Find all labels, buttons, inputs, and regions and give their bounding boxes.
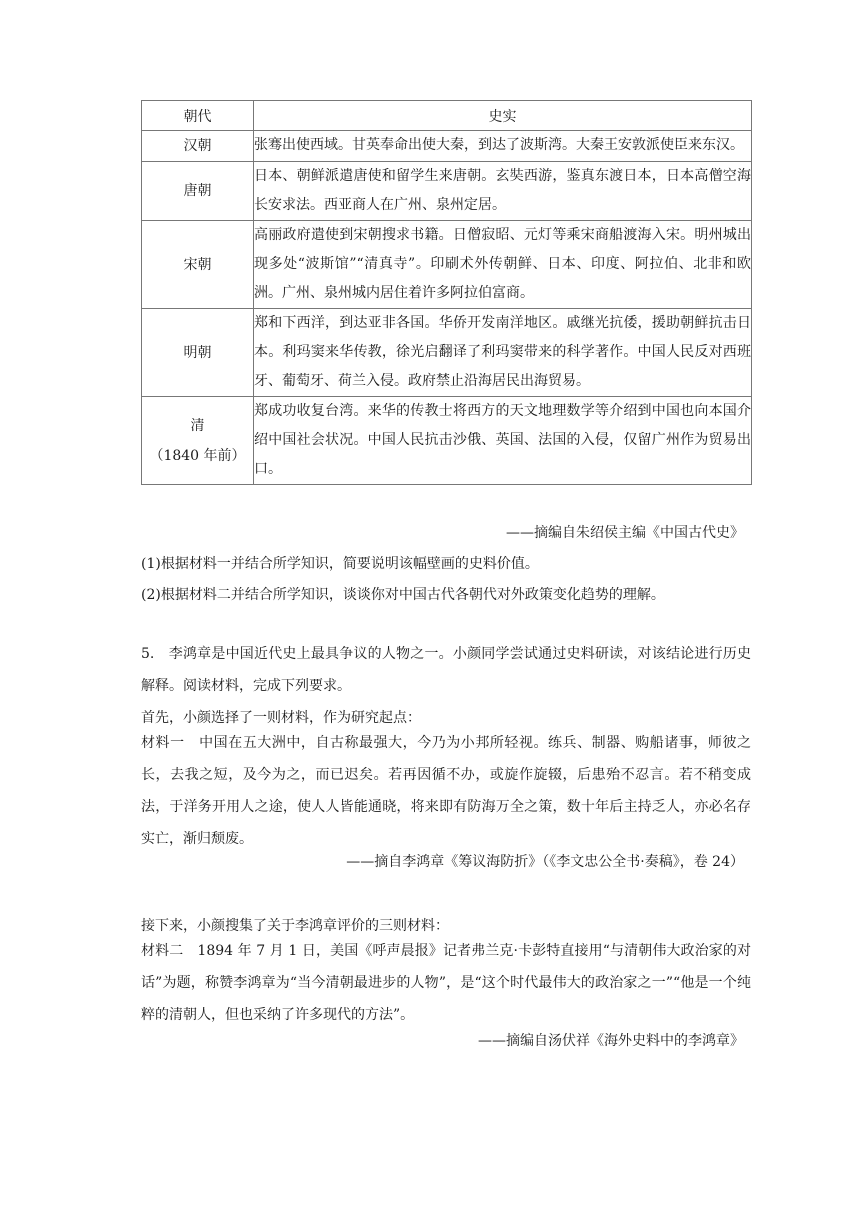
question-5-next-step: 接下来，小颜搜集了关于李鸿章评价的三则材料： <box>141 918 449 934</box>
table-source: ——摘编自朱绍侯主编《中国古代史》 <box>506 525 744 541</box>
table-row <box>142 162 752 221</box>
facts-cell: 日本、朝鲜派遣唐使和留学生来唐朝。玄奘西游，鉴真东渡日本，日本高僧空海长安求法。西亚商人在广州、泉州定居。 <box>254 162 752 221</box>
table-row <box>142 309 752 397</box>
material-2-source: ——摘编自汤伏祥《海外史料中的李鸿章》 <box>478 1033 744 1049</box>
dynasty-history-table <box>141 100 752 485</box>
material-1-source: ——摘自李鸿章《筹议海防折》（《李文忠公全书·奏稿》，卷 24） <box>346 854 744 870</box>
dynasty-cell: 宋朝 <box>142 221 254 309</box>
table-header-row <box>142 101 752 131</box>
question-5-first-step: 首先，小颜选择了一则材料，作为研究起点： <box>141 710 421 726</box>
dynasty-cell <box>142 397 254 485</box>
dynasty-note: （1840 年前） <box>149 447 246 464</box>
dynasty-cell: 汉朝 <box>142 131 254 162</box>
facts-cell: 张骞出使西域。甘英奉命出使大秦，到达了波斯湾。大秦王安敦派使臣来东汉。 <box>254 131 752 162</box>
dynasty-cell: 明朝 <box>142 309 254 397</box>
facts-cell: 郑和下西洋，到达亚非各国。华侨开发南洋地区。戚继光抗倭，援助朝鲜抗击日本。利玛窦来华传教，徐光启翻译了利玛窦带来的科学著作。中国人民反对西班牙、葡萄牙、荷兰入侵。政府禁止沿海居民出海贸易。 <box>254 309 752 397</box>
question-2: (2)根据材料二并结合所学知识，谈谈你对中国古代各朝代对外政策变化趋势的理解。 <box>141 587 665 603</box>
table-row <box>142 397 752 485</box>
table-row <box>142 131 752 162</box>
material-1-text: 材料一 中国在五大洲中，自古称最强大，今乃为小邦所轻视。练兵、制器、购船诸事，师彼之长，去我之短，及今为之，而已迟矣。若再因循不办，或旋作旋辍，后患殆不忍言。若不稍变成法，于洋务开用人之途，使人人皆能通晓，将来即有防海万全之策，数十年后主持乏人，亦必名存实亡，渐归颓废。 <box>141 735 751 847</box>
dynasty-name: 清 <box>190 417 205 434</box>
header-facts: 史实 <box>254 101 752 131</box>
facts-cell: 郑成功收复台湾。来华的传教士将西方的天文地理数学等介绍到中国也向本国介绍中国社会状况。中国人民抗击沙俄、英国、法国的入侵，仅留广州作为贸易出口。 <box>254 397 752 485</box>
question-1: (1)根据材料一并结合所学知识，简要说明该幅壁画的史料价值。 <box>141 556 539 572</box>
header-dynasty: 朝代 <box>142 101 254 131</box>
question-5-intro: 5. 李鸿章是中国近代史上最具争议的人物之一。小颜同学尝试通过史料研读，对该结论进行历史解释。阅读材料，完成下列要求。 <box>141 646 751 694</box>
material-2-text: 材料二 1894 年 7 月 1 日，美国《呼声晨报》记者弗兰克·卡彭特直接用“与清朝伟大政治家的对话”为题，称赞李鸿章为“当今清朝最进步的人物”，是“这个时代最伟大的政治家之一”“他是一个纯粹的清朝人，但也采纳了许多现代的方法”。 <box>141 943 751 1023</box>
facts-cell: 高丽政府遣使到宋朝搜求书籍。日僧寂昭、元灯等乘宋商船渡海入宋。明州城出现多处“波斯馆”“清真寺”。印刷术外传朝鲜、日本、印度、阿拉伯、北非和欧洲。广州、泉州城内居住着许多阿拉伯富商。 <box>254 221 752 309</box>
dynasty-cell: 唐朝 <box>142 162 254 221</box>
table-row <box>142 221 752 309</box>
